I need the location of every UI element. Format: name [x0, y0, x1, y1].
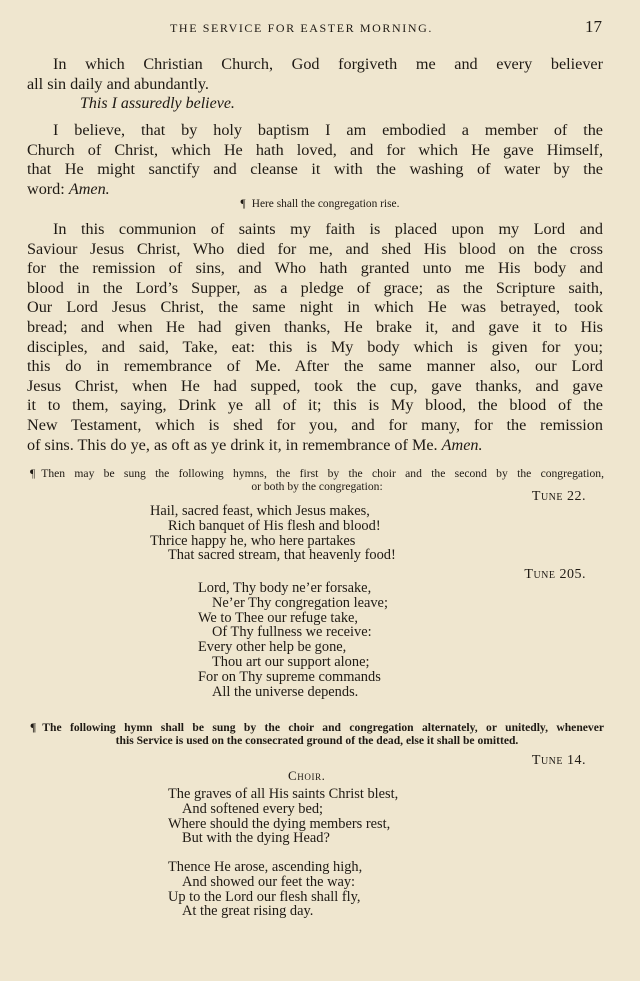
hymn-line: At the great rising day. — [182, 903, 314, 920]
pilcrow-mark: ¶ — [30, 721, 37, 734]
rubric-line: this Service is used on the consecrated ground of the dead, else it shall be omitted. — [115, 734, 519, 747]
rubric-graves-hymn — [30, 721, 604, 747]
prose-line: I believe, that by holy baptism I am embodied a member of the — [53, 121, 603, 139]
rubric-text: Then may be sung the following hymns, the first by the choir and the second by the congregation, — [41, 467, 604, 480]
hymn-line: And showed our feet the way: — [182, 873, 356, 890]
prose-line: blood in the Lord’s Supper, as a pledge of grace; as the Scripture saith, — [27, 278, 603, 297]
rubric-hymns — [30, 467, 604, 493]
hymn-line: Lord, Thy body ne’er forsake, — [198, 580, 372, 596]
tune-label-14 — [532, 753, 586, 769]
hymn-line: But with the dying Head? — [182, 830, 330, 847]
tune-label-205 — [524, 567, 586, 583]
hymn-graves-stanza-2 — [168, 860, 362, 919]
hymn-line: And softened every bed; — [182, 800, 324, 817]
prose-line: it to them, saying, Drink ye all of it; this is My blood, the blood of the — [27, 396, 603, 415]
prose-line: bread; and when He had given thanks, He brake it, and gave it to His — [27, 317, 603, 336]
hymn-line: Thou art our support alone; — [212, 653, 370, 670]
hymn-line: Hail, sacred feast, which Jesus makes, — [150, 503, 370, 519]
paragraph-church — [27, 55, 603, 94]
prose-line: all sin daily and abundantly. — [27, 74, 209, 93]
hymn-line: All the universe depends. — [212, 683, 359, 700]
choir-label: Choir. — [288, 768, 326, 783]
page-header — [0, 17, 640, 39]
page-number: 17 — [585, 17, 602, 36]
amen: Amen. — [68, 179, 110, 198]
prose-line: Our Lord Jesus Christ, the same night in which He was betrayed, took — [27, 298, 603, 317]
tune-word: Tune — [524, 567, 556, 582]
prose-line: Jesus Christ, when He had supped, took the cup, gave thanks, and gave — [27, 376, 603, 395]
tune-word: Tune — [531, 489, 563, 504]
prose-line: Saviour Jesus Christ, Who died for me, and shed His blood on the cross — [27, 239, 603, 258]
hymn-line: That sacred stream, that heavenly food! — [168, 547, 396, 564]
running-head: THE SERVICE FOR EASTER MORNING. — [170, 21, 433, 35]
tune-number: 205. — [559, 567, 586, 582]
hymn-line: For on Thy supreme commands — [198, 668, 381, 685]
hymn-graves-stanza-1 — [168, 787, 398, 846]
tune-number: 22. — [567, 489, 586, 504]
hymn-line: Ne’er Thy congregation leave; — [212, 594, 388, 611]
prose-line-last — [27, 180, 603, 200]
rubric-line: or both by the congregation: — [251, 480, 383, 493]
response-believe: This I assuredly believe. — [80, 95, 235, 112]
rubric-line — [30, 721, 604, 734]
hymn-line: We to Thee our refuge take, — [198, 609, 358, 626]
prose-line: that He might sanctify and cleanse it with the washing of water by the — [27, 160, 603, 179]
prose-text: word: — [27, 179, 69, 198]
tune-word: Tune — [531, 753, 563, 768]
paragraph-communion — [27, 220, 603, 455]
rubric-text: Here shall the congregation rise. — [251, 198, 400, 210]
prose-line: In which Christian Church, God forgiveth me and every believer — [53, 55, 603, 73]
hymn-line: Where should the dying members rest, — [168, 815, 391, 832]
prose-line: Church of Christ, which He hath loved, and for which He gave Himself, — [27, 140, 603, 159]
prose-line: New Testament, which is shed for you, and for many, for the remission — [27, 415, 603, 434]
hymn-line: Thence He arose, ascending high, — [168, 859, 363, 875]
hymn-hail-sacred-feast — [150, 504, 396, 563]
hymn-line: The graves of all His saints Christ blest, — [168, 786, 399, 802]
tune-number: 14. — [567, 753, 586, 768]
prose-text: of sins. This do ye, as oft as ye drink it, in remembrance of Me. — [27, 435, 442, 454]
hymn-line: Thrice happy he, who here partakes — [150, 532, 356, 549]
paragraph-baptism — [27, 121, 603, 199]
rubric-line — [30, 467, 604, 480]
hymn-line: Of Thy fullness we receive: — [212, 624, 372, 641]
prose-line: this do in remembrance of Me. After the same manner also, our Lord — [27, 357, 603, 376]
prose-line: In this communion of saints my faith is placed upon my Lord and — [53, 220, 603, 238]
hymn-line: Up to the Lord our flesh shall fly, — [168, 888, 361, 905]
pilcrow-mark: ¶ — [30, 467, 36, 480]
hymn-line: Rich banquet of His flesh and blood! — [168, 517, 381, 534]
prose-line-last — [27, 436, 603, 456]
rubric-text: The following hymn shall be sung by the choir and congregation alternately, or unitedly, whenever — [42, 721, 604, 734]
amen: Amen. — [441, 435, 483, 454]
prose-line: for the remission of sins, and Who hath granted unto me His body and — [27, 259, 603, 278]
pilcrow-mark: ¶ — [240, 198, 246, 210]
rubric-rise — [0, 198, 640, 210]
hymn-lord-thy-body — [198, 581, 388, 699]
tune-label-22 — [532, 489, 586, 505]
hymn-line: Every other help be gone, — [198, 639, 347, 656]
prose-line: disciples, and said, Take, eat: this is My body which is given for you; — [27, 337, 603, 356]
